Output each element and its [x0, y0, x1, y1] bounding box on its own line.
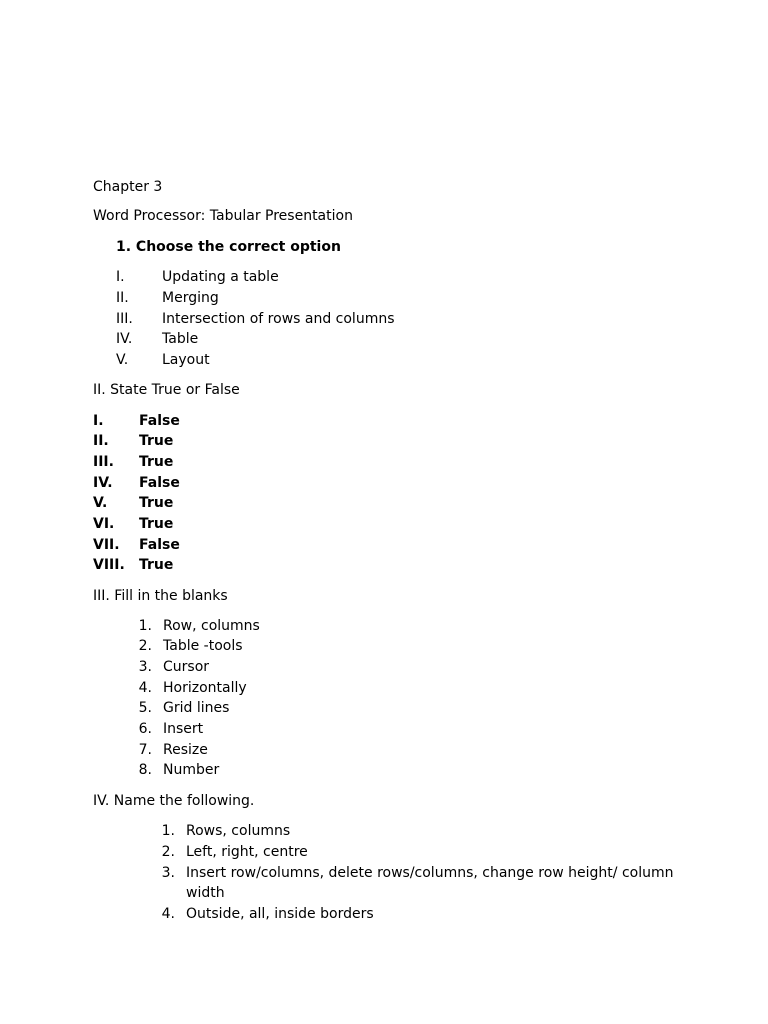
- list-item-text: True: [139, 454, 174, 470]
- list-item-number: 1.: [161, 823, 175, 839]
- list-item-text: True: [139, 495, 174, 511]
- list-item-number: VI.: [93, 516, 115, 532]
- list-item-number: 3.: [161, 865, 175, 881]
- list-item-text: True: [139, 557, 174, 573]
- list-item-number: 4.: [161, 906, 175, 922]
- list-item-text: Row, columns: [163, 618, 260, 634]
- list-item-text: Cursor: [163, 659, 210, 675]
- list-item-text: True: [139, 516, 174, 532]
- list-item-text: Table: [162, 331, 199, 347]
- chapter-title: Chapter 3: [93, 179, 163, 195]
- subject-title: Word Processor: Tabular Presentation: [93, 208, 353, 224]
- list-item-text: Grid lines: [163, 700, 230, 716]
- list-item-text: False: [139, 537, 180, 553]
- list-item-text: Layout: [162, 352, 210, 368]
- list-item-number: II.: [116, 290, 129, 306]
- list-item-text: width: [186, 885, 225, 901]
- list-item-text: Outside, all, inside borders: [186, 906, 374, 922]
- list-item-text: Intersection of rows and columns: [162, 311, 395, 327]
- list-item-number: III.: [116, 311, 133, 327]
- list-item-text: Number: [163, 762, 220, 778]
- list-item-number: I.: [93, 413, 104, 429]
- list-item-number: 1.: [138, 618, 152, 634]
- list-item-number: IV.: [93, 475, 113, 491]
- list-item-text: False: [139, 413, 180, 429]
- list-item-number: 4.: [138, 680, 152, 696]
- section3-heading: III. Fill in the blanks: [93, 588, 228, 604]
- list-item-text: Left, right, centre: [186, 844, 308, 860]
- list-item-number: III.: [93, 454, 114, 470]
- list-item-text: Horizontally: [163, 680, 247, 696]
- list-item-number: 6.: [138, 721, 152, 737]
- list-item-text: Resize: [163, 742, 208, 758]
- list-item-text: Insert: [163, 721, 204, 737]
- section1-heading: 1. Choose the correct option: [116, 239, 341, 255]
- list-item-text: Insert row/columns, delete rows/columns, change row height/ column: [186, 865, 674, 881]
- list-item-number: V.: [93, 495, 108, 511]
- list-item-number: I.: [116, 269, 125, 285]
- list-item-number: 7.: [138, 742, 152, 758]
- list-item-number: IV.: [116, 331, 133, 347]
- list-item-text: True: [139, 433, 174, 449]
- list-item-number: 2.: [161, 844, 175, 860]
- section4-heading: IV. Name the following.: [93, 793, 255, 809]
- list-item-text: Merging: [162, 290, 219, 306]
- list-item-number: 5.: [138, 700, 152, 716]
- list-item-text: Rows, columns: [186, 823, 291, 839]
- list-item-text: Table -tools: [163, 638, 243, 654]
- list-item-number: VII.: [93, 537, 120, 553]
- list-item-number: 8.: [138, 762, 152, 778]
- list-item-number: 2.: [138, 638, 152, 654]
- list-item-number: V.: [116, 352, 129, 368]
- list-item-text: False: [139, 475, 180, 491]
- list-item-text: Updating a table: [162, 269, 279, 285]
- list-item-number: II.: [93, 433, 109, 449]
- list-item-number: 3.: [138, 659, 152, 675]
- section2-heading: II. State True or False: [93, 382, 240, 398]
- list-item-number: VIII.: [93, 557, 125, 573]
